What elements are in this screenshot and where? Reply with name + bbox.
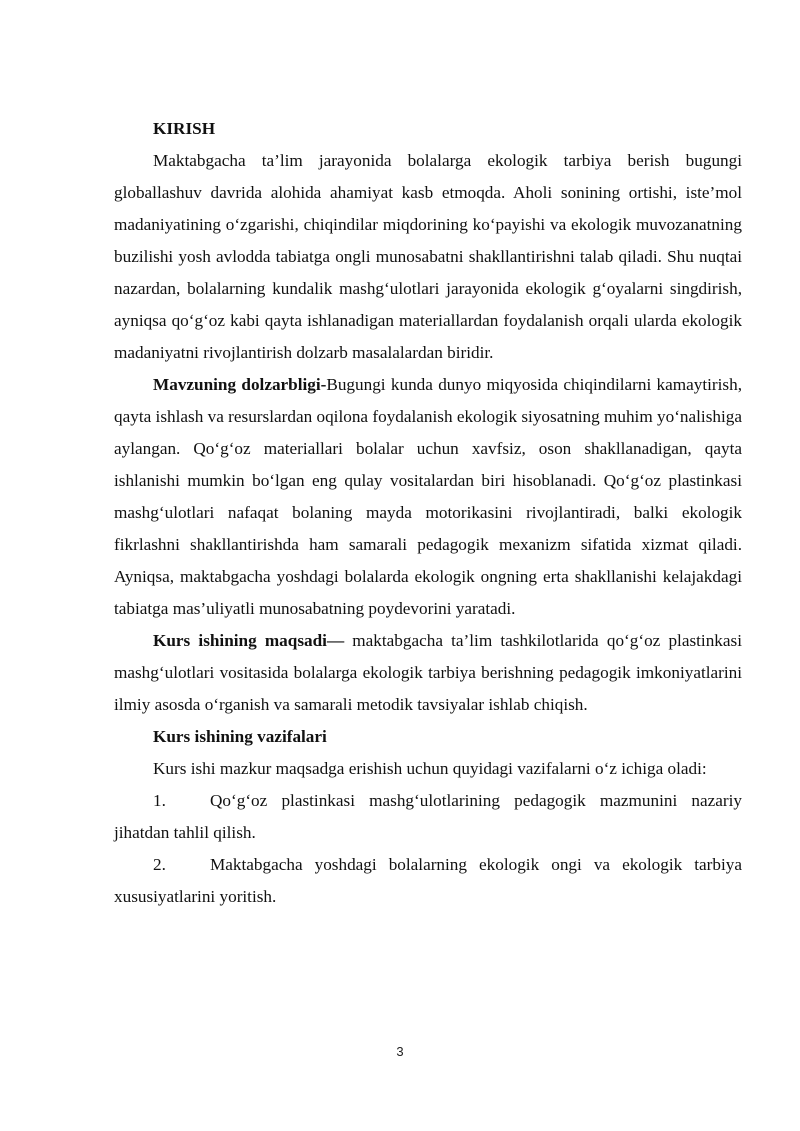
paragraph-goal — [114, 625, 742, 721]
page-number: 3 — [396, 1044, 404, 1059]
list-item-number: 1. — [153, 791, 166, 810]
paragraph-tasks-intro: Kurs ishi mazkur maqsadga erishish uchun quyidagi vazifalarni o‘z ichiga oladi: — [153, 759, 707, 778]
tasks-heading: Kurs ishining vazifalari — [153, 727, 327, 746]
list-item-text: Qo‘g‘oz plastinkasi mashg‘ulotlarining pedagogik mazmunini nazariy jihatdan tahlil qilish. — [114, 791, 742, 842]
goal-label: Kurs ishining maqsadi— — [153, 631, 345, 650]
list-item-number: 2. — [153, 855, 166, 874]
paragraph-intro: Maktabgacha ta’lim jarayonida bolalarga ekologik tarbiya berish bugungi globallashuv davrida alohida ahamiyat kasb etmoqda. Aholi sonining ortishi, iste’mol madaniyatining o‘zgarishi, chiqindilar miqdorining ko‘payishi va ekologik muvozanatning buzilishi yosh avlodda tabiatga ongli munosabatni shakllantirishni talab qiladi. Shu nuqtai nazardan, bolalarning kundalik mashg‘ulotlari jarayonida ekologik g‘oyalarni singdirish, ayniqsa qo‘g‘oz kabi qayta ishlanadigan materiallardan foydalanish orqali ularda ekologik madaniyatni rivojlantirish dolzarb masalalardan biridir. — [114, 151, 742, 362]
relevance-label: Mavzuning dolzarbligi- — [153, 375, 327, 394]
section-heading-intro: KIRISH — [153, 119, 216, 138]
list-item — [114, 849, 742, 913]
goal-text: maktabgacha ta’lim tashkilotlarida qo‘g‘oz plastinkasi mashg‘ulotlari vositasida bolalarga ekologik tarbiya berishning pedagogik imkoniyatlarini ilmiy asosda o‘rganish va samarali metodik tavsiyalar ishlab chiqish. — [114, 631, 742, 714]
relevance-text: Bugungi kunda dunyo miqyosida chiqindilarni kamaytirish, qayta ishlash va resurslardan oqilona foydalanish ekologik siyosatning muhim yo‘nalishiga aylangan. Qo‘g‘oz materiallari bolalar uchun xavfsiz, oson shakllanadigan, qayta ishlanishi mumkin bo‘lgan eng qulay vositalardan biri hisoblanadi. Qo‘g‘oz plastinkasi mashg‘ulotlari nafaqat bolaning mayda motorikasini rivojlantiradi, balki ekologik fikrlashni shakllantirishda ham samarali pedagogik mexanizm sifatida xizmat qiladi. Ayniqsa, maktabgacha yoshdagi bolalarda ekologik ongning erta shakllanishi kelajakdagi tabiatga mas’uliyatli munosabatning poydevorini yaratadi. — [114, 375, 742, 618]
paragraph-relevance — [114, 369, 742, 625]
list-item — [114, 785, 742, 849]
document-page — [114, 113, 742, 913]
list-item-text: Maktabgacha yoshdagi bolalarning ekologik ongi va ekologik tarbiya xususiyatlarini yoritish. — [114, 855, 742, 906]
